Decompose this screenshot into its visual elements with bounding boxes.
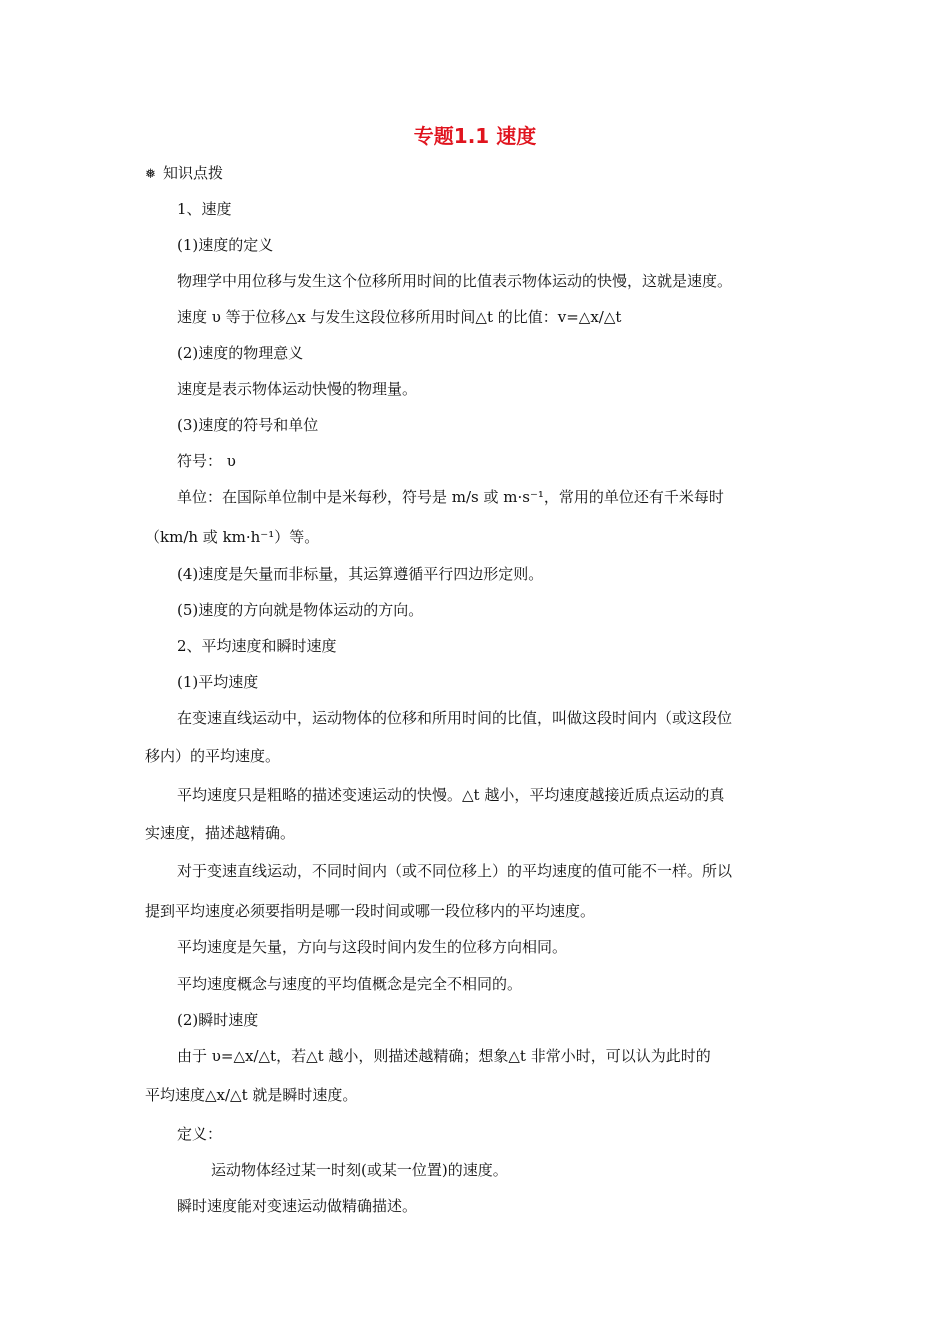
- paragraph-line: 由于 υ=△x/△t，若△t 越小，则描述越精确；想象△t 非常小时，可以认为此时的: [177, 1047, 711, 1065]
- subheading-meaning: (2)速度的物理意义: [177, 344, 304, 362]
- paragraph-line: (5)速度的方向就是物体运动的方向。: [177, 601, 424, 619]
- paragraph-line: 速度 υ 等于位移△x 与发生这段位移所用时间△t 的比值：v=△x/△t: [177, 308, 622, 326]
- subheading-definition: (1)速度的定义: [177, 236, 274, 254]
- document-title: 专题1.1 速度: [413, 124, 537, 148]
- paragraph-line: 平均速度概念与速度的平均值概念是完全不相同的。: [177, 975, 523, 993]
- subheading-average: (1)平均速度: [177, 673, 259, 691]
- paragraph-line: 对于变速直线运动，不同时间内（或不同位移上）的平均速度的值可能不一样。所以: [177, 862, 733, 880]
- paragraph-line: 符号： υ: [177, 452, 236, 470]
- paragraph-line: 速度是表示物体运动快慢的物理量。: [177, 380, 418, 398]
- definition-text: 运动物体经过某一时刻(或某一位置)的速度。: [211, 1161, 508, 1179]
- subheading-instant: (2)瞬时速度: [177, 1011, 259, 1029]
- definition-label: 定义：: [177, 1125, 223, 1143]
- paragraph-line: 在变速直线运动中，运动物体的位移和所用时间的比值，叫做这段时间内（或这段位: [177, 709, 733, 727]
- subheading-symbol-unit: (3)速度的符号和单位: [177, 416, 319, 434]
- section-heading: [145, 163, 223, 185]
- snowflake-bullet-icon: ❅: [145, 167, 156, 182]
- paragraph-line: 移内）的平均速度。: [145, 747, 281, 765]
- paragraph-line: 提到平均速度必须要指明是哪一段时间或哪一段位移内的平均速度。: [145, 902, 596, 920]
- paragraph-line: 平均速度是矢量，方向与这段时间内发生的位移方向相同。: [177, 938, 568, 956]
- paragraph-line: 平均速度只是粗略的描述变速运动的快慢。△t 越小，平均速度越接近质点运动的真: [177, 786, 725, 804]
- paragraph-line: （km/h 或 km·h⁻¹）等。: [145, 528, 320, 546]
- paragraph-line: 瞬时速度能对变速运动做精确描述。: [177, 1197, 418, 1215]
- paragraph-line: 平均速度△x/△t 就是瞬时速度。: [145, 1086, 358, 1104]
- paragraph-line: 实速度，描述越精确。: [145, 824, 296, 842]
- heading-average-instant: 2、平均速度和瞬时速度: [177, 637, 337, 655]
- heading-speed: 1、速度: [177, 200, 232, 218]
- paragraph-line: (4)速度是矢量而非标量，其运算遵循平行四边形定则。: [177, 565, 544, 583]
- paragraph-line: 物理学中用位移与发生这个位移所用时间的比值表示物体运动的快慢，这就是速度。: [177, 272, 733, 290]
- paragraph-line: 单位：在国际单位制中是米每秒，符号是 m/s 或 m·s⁻¹，常用的单位还有千米每时: [177, 488, 724, 506]
- section-heading-text: 知识点拨: [163, 164, 224, 182]
